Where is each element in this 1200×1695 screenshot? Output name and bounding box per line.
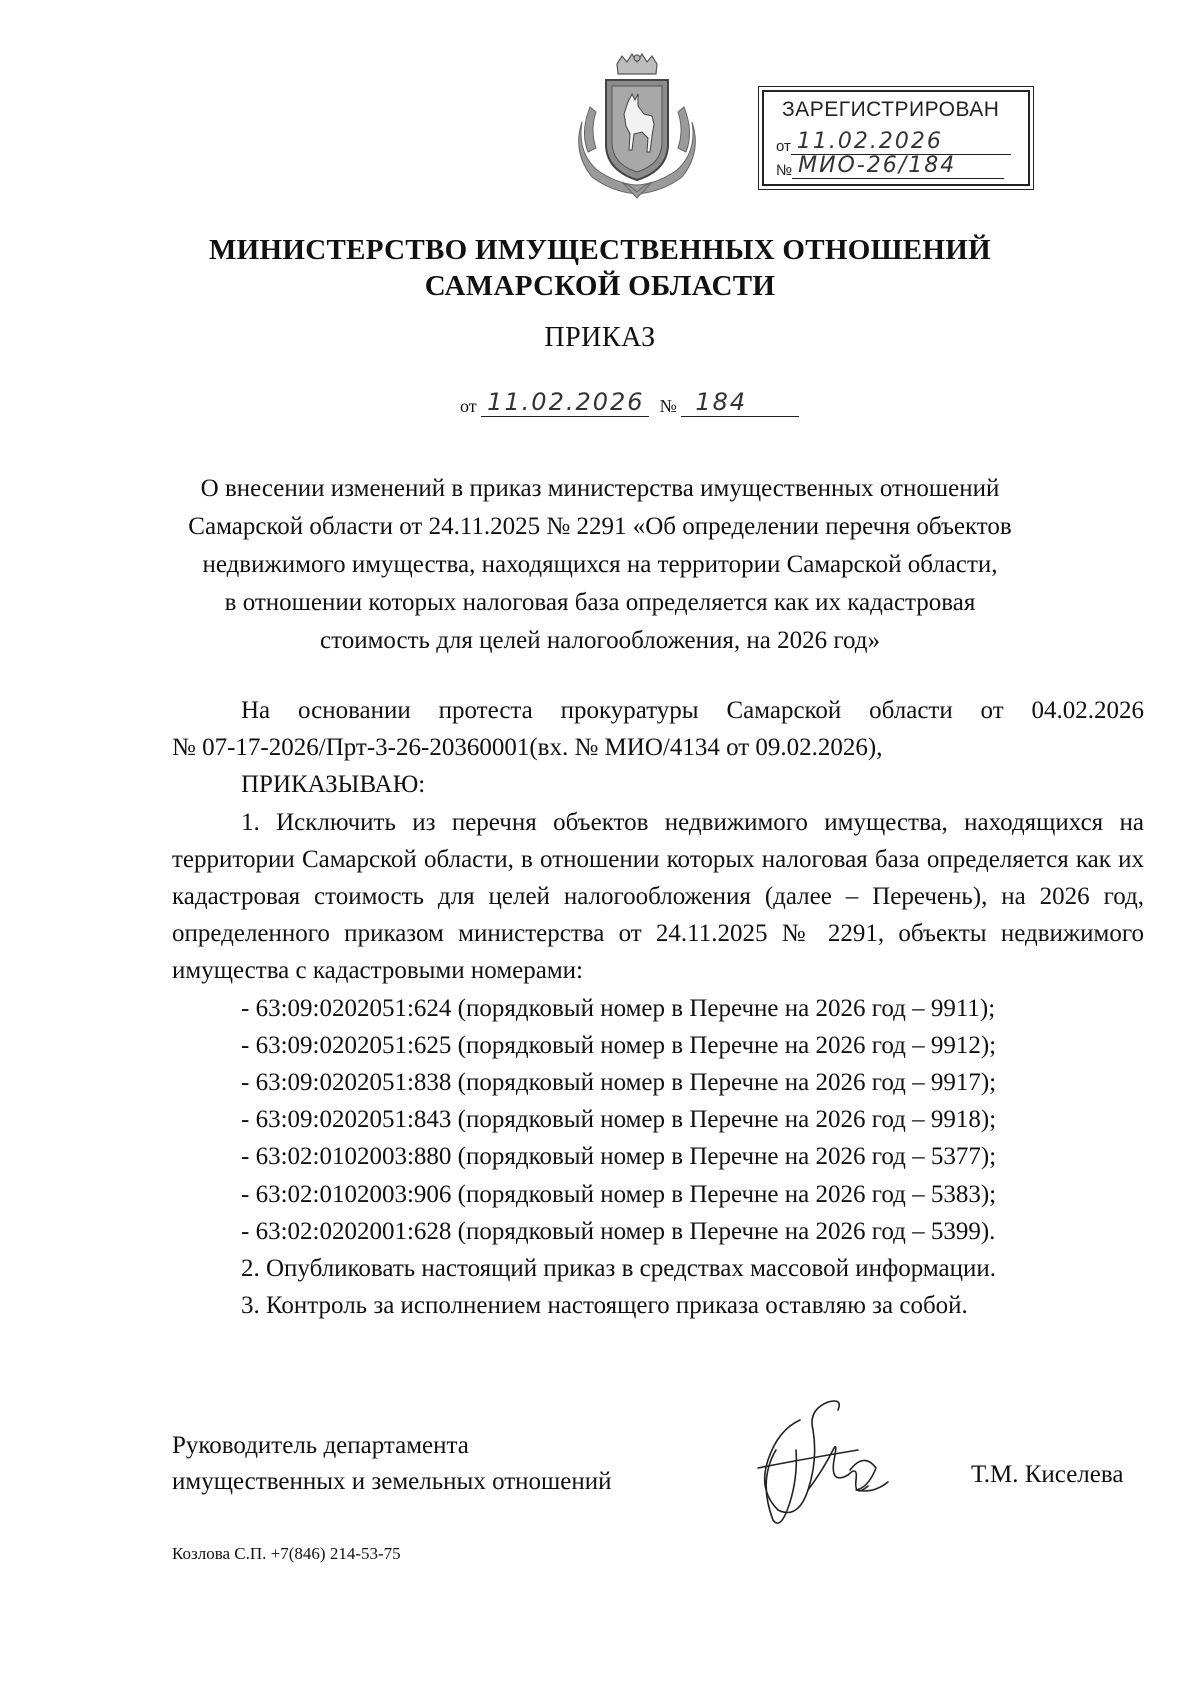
stamp-number-label: №: [776, 162, 793, 179]
point-2: 2. Опубликовать настоящий приказ в средствах массовой информации.: [241, 1255, 997, 1283]
ministry-title-line2: САМАРСКОЙ ОБЛАСТИ: [424, 270, 776, 302]
stamp-number-row: [776, 153, 1004, 179]
list-item: - 63:02:0202001:628 (порядковый номер в Перечне на 2026 год – 5399).: [241, 1217, 996, 1245]
point-3: 3. Контроль за исполнением настоящего приказа оставляю за собой.: [241, 1292, 968, 1320]
executor-contact: Козлова С.П. +7(846) 214-53-75: [172, 1544, 401, 1563]
stamp-date-row: [776, 129, 1011, 155]
order-body: [172, 692, 1144, 1324]
document-type: ПРИКАЗ: [544, 322, 656, 353]
coat-of-arms-emblem: [572, 52, 702, 202]
handwritten-signature: [738, 1390, 918, 1540]
list-item: - 63:09:0202051:624 (порядковый номер в Перечне на 2026 год – 9911);: [241, 994, 996, 1022]
subject-line: в отношении которых налоговая база определяется как их кадастровая: [224, 589, 976, 616]
signatory-position: [172, 1428, 612, 1500]
order-word: ПРИКАЗЫВАЮ:: [241, 771, 426, 799]
basis-line1: На основании протеста прокуратуры Самарской области от 04.02.2026: [241, 697, 1144, 724]
position-line2: имущественных и земельных отношений: [172, 1468, 612, 1495]
list-item: - 63:09:0202051:838 (порядковый номер в Перечне на 2026 год – 9917);: [241, 1069, 997, 1097]
registration-stamp: [762, 90, 1030, 186]
ministry-title-line1: МИНИСТЕРСТВО ИМУЩЕСТВЕННЫХ ОТНОШЕНИЙ: [208, 234, 991, 266]
stamp-number-handwritten: МИО-26/184: [798, 153, 957, 178]
order-date-label: от: [460, 396, 477, 416]
order-subject: [150, 470, 1050, 660]
ministry-title: [0, 232, 1200, 304]
position-line1: Руководитель департамента: [172, 1432, 469, 1459]
point-1: 1. Исключить из перечня объектов недвижимого имущества, находящихся на территории Самарской области, в отношении которых налоговая база определяется как их кадастровая стоимость для целей налогообложения (далее – Перечень), на 2026 год, определенного приказом министерства от 24.11.2025 № 2291, объекты недвижимого имущества с кадастровыми номерами:: [172, 808, 1144, 985]
order-number-label: №: [659, 396, 677, 416]
list-item: - 63:02:0102003:906 (порядковый номер в Перечне на 2026 год – 5383);: [241, 1180, 997, 1208]
stamp-date-handwritten: 11.02.2026: [796, 129, 943, 154]
list-item: - 63:09:0202051:625 (порядковый номер в Перечне на 2026 год – 9912);: [241, 1031, 997, 1059]
order-date-handwritten: 11.02.2026: [487, 388, 645, 416]
basis-line2: № 07-17-2026/Прт-3-26-20360001(вх. № МИО/4134 от 09.02.2026),: [172, 734, 883, 762]
list-item: - 63:02:0102003:880 (порядковый номер в Перечне на 2026 год – 5377);: [241, 1143, 997, 1171]
list-item: - 63:09:0202051:843 (порядковый номер в Перечне на 2026 год – 9918);: [241, 1106, 997, 1134]
order-number-handwritten: 184: [695, 388, 748, 416]
subject-line: недвижимого имущества, находящихся на территории Самарской области,: [202, 551, 998, 578]
subject-line: Самарской области от 24.11.2025 № 2291 «Об определении перечня объектов: [188, 513, 1012, 540]
signatory-name: Т.М. Киселева: [971, 1461, 1124, 1488]
stamp-date-label: от: [776, 138, 791, 155]
subject-line: стоимость для целей налогообложения, на 2026 год»: [320, 627, 880, 654]
order-date-number: [460, 388, 799, 417]
stamp-title: ЗАРЕГИСТРИРОВАН: [782, 98, 1000, 121]
subject-line: О внесении изменений в приказ министерства имущественных отношений: [200, 475, 1000, 502]
